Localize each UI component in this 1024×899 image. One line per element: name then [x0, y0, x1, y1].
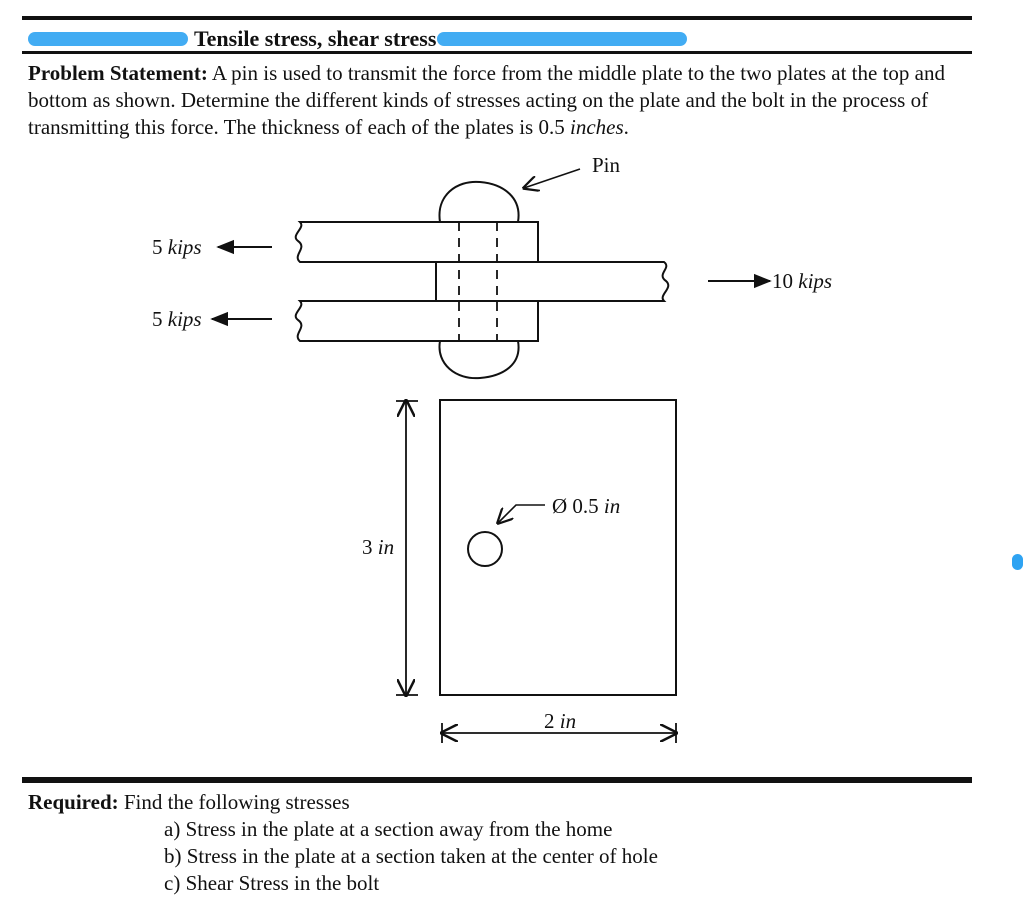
- required-list: [28, 816, 978, 897]
- pin-leader-arrow: [524, 169, 580, 188]
- pin-head-bottom: [439, 341, 518, 378]
- load-label-bottom: 5 kips: [152, 307, 202, 331]
- hole-leader-arrow: [498, 505, 545, 523]
- load-label-top: 5 kips: [152, 235, 202, 259]
- required-heading: [28, 789, 978, 816]
- plate-plan-view: [440, 400, 676, 695]
- required-label: Required:: [28, 790, 119, 814]
- required-item-a: a) Stress in the plate at a section away from the home: [164, 817, 613, 841]
- bottom-plate: [296, 301, 538, 341]
- required-intro: Find the following stresses: [123, 790, 350, 814]
- problem-statement-end: .: [623, 115, 629, 139]
- required-section: [28, 789, 978, 897]
- load-label-right: 10 kips: [772, 269, 833, 293]
- problem-statement-label: Problem Statement:: [28, 61, 208, 85]
- middle-plate: [436, 262, 668, 301]
- height-dim-label: 3 in: [362, 535, 395, 559]
- problem-thickness-unit: inches: [569, 115, 624, 139]
- width-dim-label: 2 in: [544, 709, 577, 733]
- problem-statement-text: A pin is used to transmit the force from the middle plate to the two plates at the top and bottom as shown. Determine the different kinds of stresses acting on the plate and the bolt in the process of transmitting this force. The thickness of each of the plates is 0.5: [28, 61, 945, 139]
- required-item-c: c) Shear Stress in the bolt: [164, 871, 380, 895]
- pin-head-top: [439, 182, 518, 222]
- required-item-b: b) Stress in the plate at a section taken at the center of hole: [164, 844, 658, 868]
- top-plate: [296, 222, 538, 262]
- required-top-rule: [22, 777, 972, 783]
- plate-hole: [468, 532, 502, 566]
- hole-diameter-label: Ø 0.5 in: [552, 494, 621, 518]
- pin-label: Pin: [592, 153, 621, 177]
- example-title: Tensile stress, shear stress: [194, 26, 437, 51]
- stray-highlight-mark: [1012, 554, 1023, 570]
